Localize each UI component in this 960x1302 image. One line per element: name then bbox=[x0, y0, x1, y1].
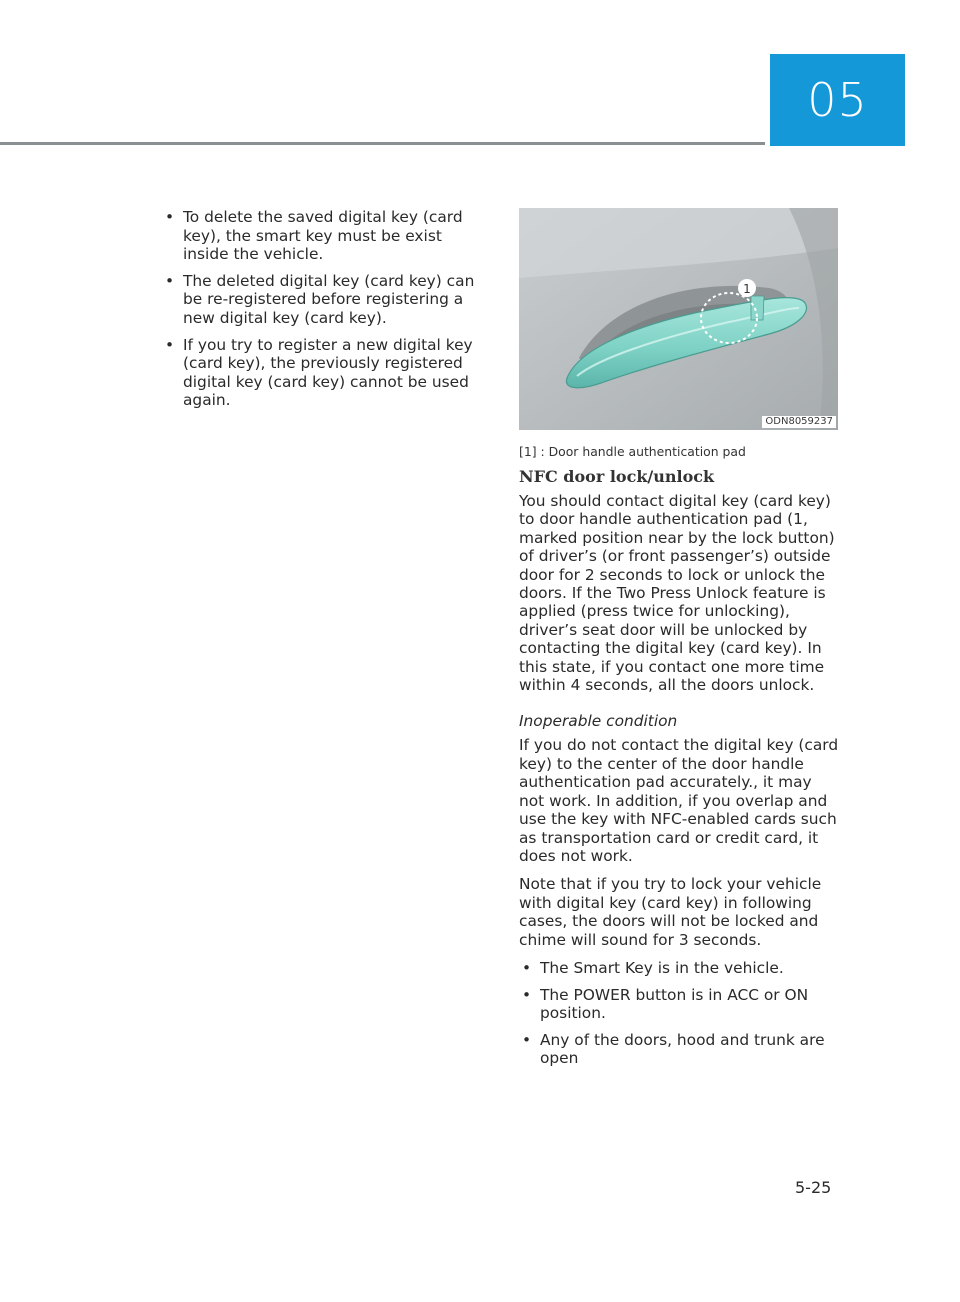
section-title: NFC door lock/unlock bbox=[519, 467, 715, 486]
figure-caption: [1] : Door handle authentication pad bbox=[519, 444, 746, 459]
left-column bbox=[162, 208, 480, 418]
figure-code: ODN8059237 bbox=[762, 416, 836, 428]
list-item: • The deleted digital key (card key) can be re-registered before registering a new digital key (card key). bbox=[162, 272, 480, 328]
subheading: Inoperable condition bbox=[519, 712, 678, 731]
chapter-tab: 05 bbox=[770, 54, 905, 146]
list-item: • To delete the saved digital key (card key), the smart key must be exist inside the vehicle. bbox=[162, 208, 480, 264]
list-item: • The POWER button is in ACC or ON position. bbox=[519, 986, 841, 1023]
left-bullet-list bbox=[162, 208, 480, 410]
page-number: 5-25 bbox=[795, 1178, 832, 1197]
intro-paragraph: You should contact digital key (card key) to door handle authentication pad (1, marked position near by the lock button) of driver’s (or front passenger’s) outside door for 2 seconds to lock or unlock the doors. If the Two Press Unlock feature is applied (press twice for unlocking), driver’s seat door will be unlocked by contacting the digital key (card key). In this state, if you contact one more time within 4 seconds, all the doors unlock. bbox=[519, 492, 835, 695]
header-rule bbox=[0, 142, 765, 145]
list-item: • Any of the doors, hood and trunk are open bbox=[519, 1031, 841, 1068]
paragraph: Note that if you try to lock your vehicle with digital key (card key) in following cases, the doors will not be locked and chime will sound for 3 seconds. bbox=[519, 875, 822, 949]
door-handle-figure bbox=[519, 208, 838, 430]
paragraph: If you do not contact the digital key (card key) to the center of the door handle authentication pad accurately., it may not work. In addition, if you overlap and use the key with NFC-enabled cards such as transportation card or credit card, it does not work. bbox=[519, 736, 839, 865]
right-column bbox=[519, 208, 841, 1076]
list-item: • The Smart Key is in the vehicle. bbox=[519, 959, 841, 978]
door-handle-illustration bbox=[519, 208, 838, 430]
list-item: • If you try to register a new digital key (card key), the previously registered digital key (card key) cannot be used again. bbox=[162, 336, 480, 410]
callout-number: 1 bbox=[743, 282, 751, 296]
right-bullet-list bbox=[519, 959, 841, 1068]
